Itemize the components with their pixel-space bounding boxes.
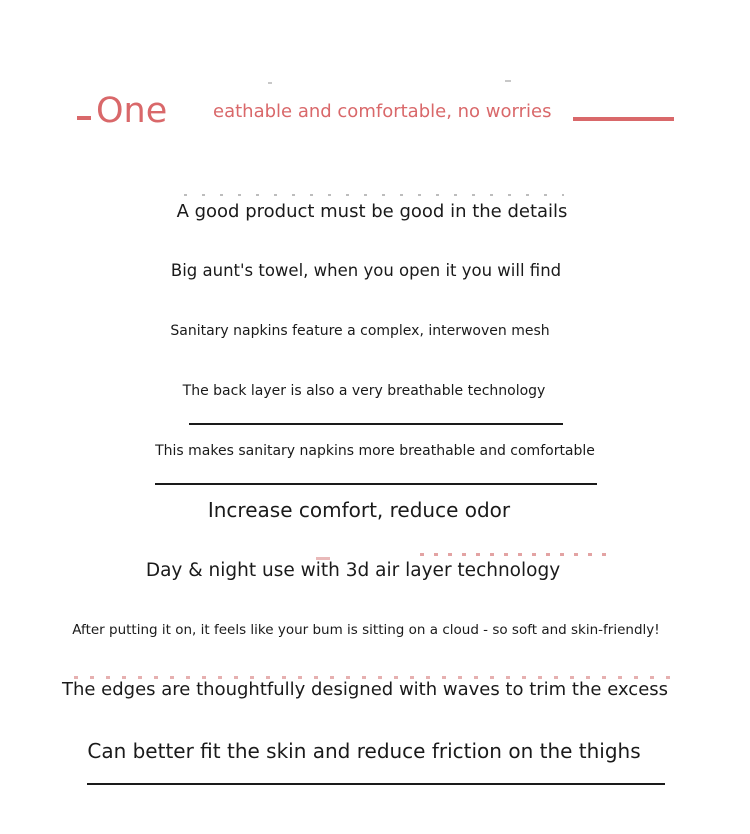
ghost-fragment bbox=[505, 80, 511, 82]
detail-text: A good product must be good in the details bbox=[176, 201, 568, 222]
detail-text: This makes sanitary napkins more breathable and comfortable bbox=[155, 443, 595, 459]
underline-rule bbox=[87, 783, 665, 785]
detail-text: Can better fit the skin and reduce friction on the thighs bbox=[87, 739, 641, 763]
ghost-fragment bbox=[184, 194, 564, 196]
underline-rule bbox=[155, 483, 597, 485]
ghost-fragment bbox=[268, 82, 272, 84]
detail-text: After putting it on, it feels like your bum is sitting on a cloud - so soft and skin-friendly! bbox=[72, 622, 660, 638]
detail-text: The edges are thoughtfully designed with waves to trim the excess bbox=[61, 679, 669, 700]
underline-rule bbox=[189, 423, 563, 425]
detail-text: The back layer is also a very breathable technology bbox=[182, 383, 546, 399]
header-accent-rule bbox=[573, 117, 674, 121]
section-subtitle: eathable and comfortable, no worries bbox=[213, 101, 552, 122]
title-dash bbox=[77, 116, 91, 120]
detail-text: Day & night use with 3d air layer technology bbox=[145, 560, 561, 581]
detail-text: Increase comfort, reduce odor bbox=[207, 498, 511, 522]
section-title: One bbox=[96, 91, 168, 131]
detail-text: Sanitary napkins feature a complex, interwoven mesh bbox=[170, 323, 550, 339]
ghost-fragment bbox=[420, 553, 610, 556]
detail-text: Big aunt's towel, when you open it you will find bbox=[170, 261, 562, 280]
